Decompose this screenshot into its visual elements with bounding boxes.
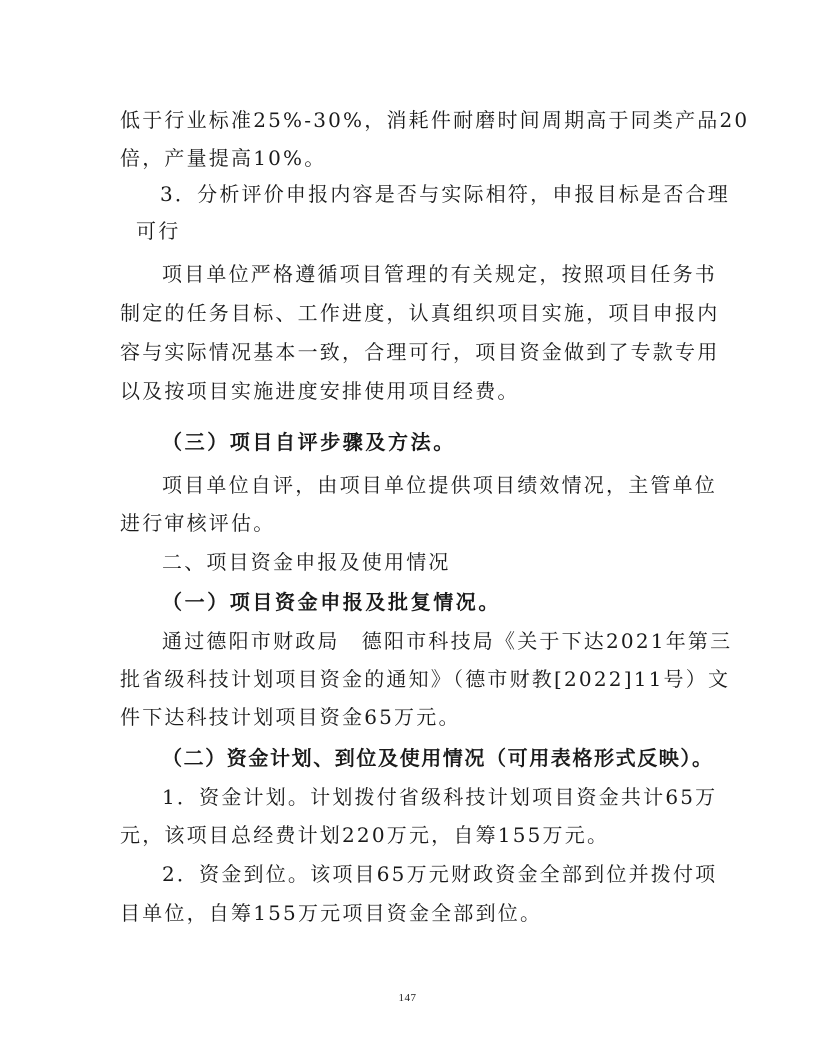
fund-plan-line-1: 1．资金计划。计划拨付省级科技计划项目资金共计65万 — [162, 785, 718, 809]
body-paragraph-line-2: 制定的任务目标、工作进度，认真组织项目实施，项目申报内 — [120, 301, 720, 325]
body-paragraph-line-4: 以及按项目实施进度安排使用项目经费。 — [120, 379, 520, 403]
paragraph-continuation-line-1: 低于行业标准25%-30%，消耗件耐磨时间周期高于同类产品20 — [120, 108, 750, 132]
body-paragraph-line-1: 项目单位严格遵循项目管理的有关规定，按照项目任务书 — [162, 262, 717, 286]
section-heading-2: （二）资金计划、到位及使用情况（可用表格形式反映）。 — [162, 746, 714, 770]
self-eval-paragraph-line-1: 项目单位自评，由项目单位提供项目绩效情况，主管单位 — [162, 473, 717, 497]
page-number: 147 — [398, 992, 417, 1004]
item-3-heading-line-2: 可行 — [136, 219, 181, 243]
section-heading-1: （一）项目资金申报及批复情况。 — [162, 590, 501, 614]
chapter-heading-2: 二、项目资金申报及使用情况 — [162, 550, 451, 574]
self-eval-paragraph-line-2: 进行审核评估。 — [120, 511, 276, 535]
fund-arrival-line-2: 目单位，自筹155万元项目资金全部到位。 — [120, 901, 543, 925]
fund-plan-line-2: 元，该项目总经费计划220万元，自筹155万元。 — [120, 823, 610, 847]
funding-paragraph-line-1: 通过德阳市财政局 德阳市科技局《关于下达2021年第三 — [162, 629, 733, 653]
item-3-heading-line-1: 3．分析评价申报内容是否与实际相符，申报目标是否合理 — [160, 182, 730, 206]
funding-paragraph-line-2: 批省级科技计划项目资金的通知》（德市财教[2022]11号）文 — [120, 667, 731, 691]
fund-arrival-line-1: 2．资金到位。该项目65万元财政资金全部到位并拨付项 — [162, 862, 718, 886]
body-paragraph-line-3: 容与实际情况基本一致，合理可行，项目资金做到了专款专用 — [120, 340, 720, 364]
paragraph-continuation-line-2: 倍，产量提高10%。 — [120, 146, 327, 170]
section-heading-3: （三）项目自评步骤及方法。 — [162, 430, 456, 454]
funding-paragraph-line-3: 件下达科技计划项目资金65万元。 — [120, 705, 461, 729]
